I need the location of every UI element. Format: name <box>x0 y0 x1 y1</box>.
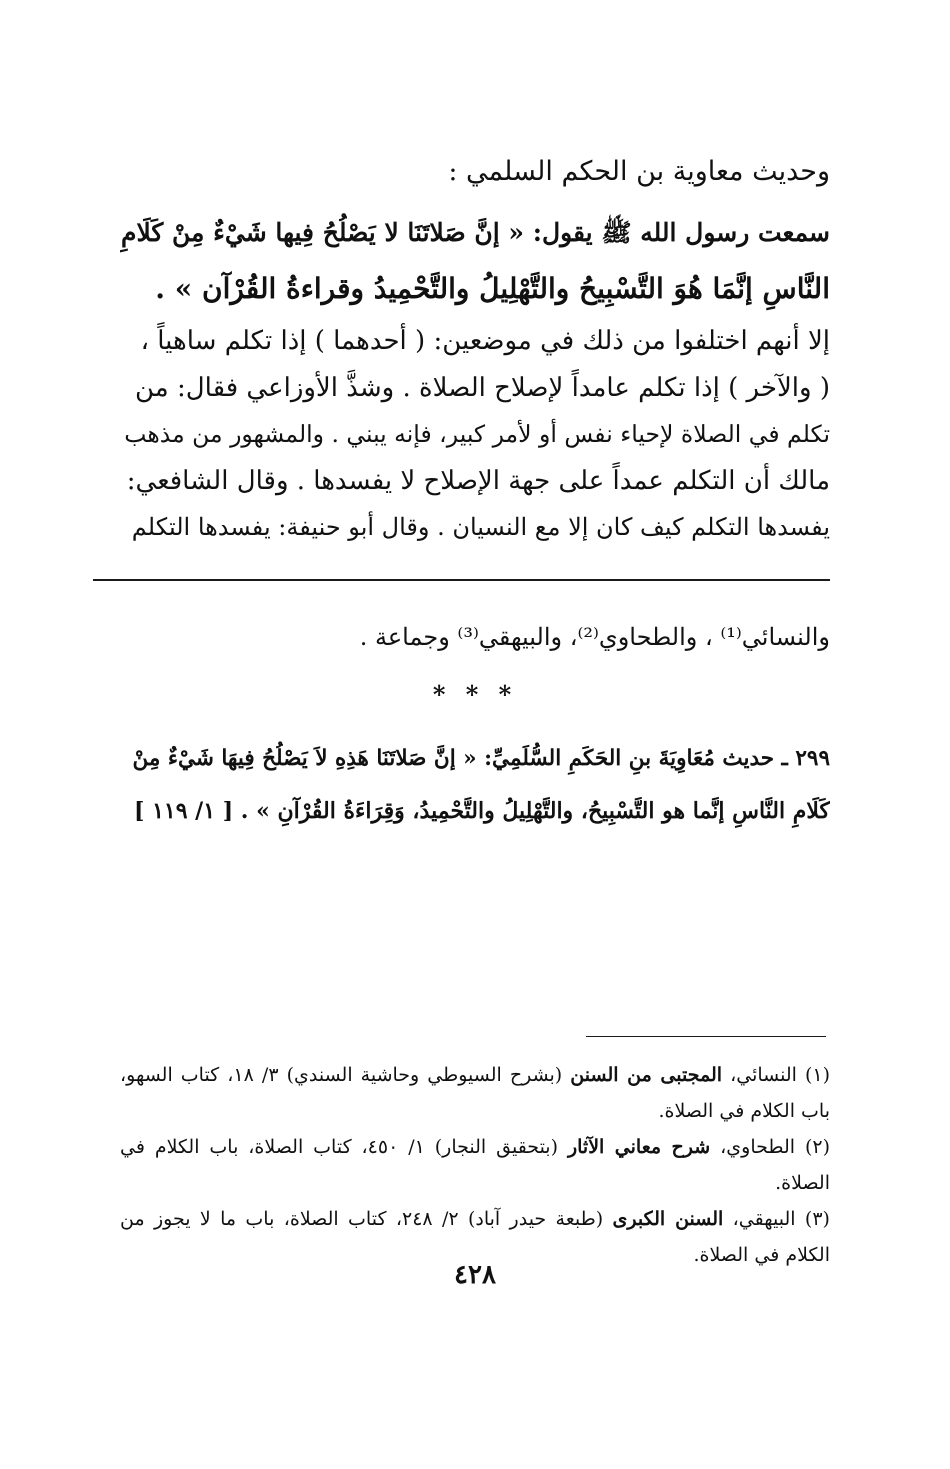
takhrij-line <box>120 615 830 659</box>
commentary-paragraph <box>120 318 830 551</box>
hadith-299-line-2: كَلَامِ النَّاسِ إنَّما هو التَّسْبِيحُ، والتَّهْلِيلُ والتَّحْمِيدُ، وَقِرَاءَةُ القُرْآنِ » . [ ١/ ١١٩ ] <box>133 798 830 824</box>
footnote-author: النسائي، <box>730 1064 797 1086</box>
page-number: ٤٢٨ <box>454 1260 496 1290</box>
paragraph-line-2: ( والآخر ) إذا تكلم عامداً لإصلاح الصلاة . وشذَّ الأوزاعي فقال: من <box>135 372 830 403</box>
footnote-reference: (طبعة حيدر آباد) ٢/ ٢٤٨، كتاب الصلاة، باب ما لا يجوز من الكلام في الصلاة. <box>120 1208 830 1266</box>
footnote-book-title: شرح معاني الآثار <box>567 1136 711 1158</box>
footnote-divider <box>586 1036 826 1037</box>
footnote-marker: (٢) <box>804 1136 831 1158</box>
takhrij-text: والنسائي⁽¹⁾ ، والطحاوي⁽²⁾، والبيهقي⁽³⁾ وجماعة . <box>359 623 830 651</box>
footnote-marker: (٣) <box>804 1208 830 1230</box>
footnote-author: البيهقي، <box>732 1208 796 1230</box>
intro-line <box>120 148 830 196</box>
hadith-299-line-1: ٢٩٩ ـ حديث مُعَاوِيَةَ بنِ الحَكَمِ السُّلَمِيِّ: « إنَّ صَلاتَنَا هَذِهِ لاَ يَصْلُحُ فِيهَا شَيْءٌ مِنْ <box>132 746 830 771</box>
footnote-1 <box>120 1057 830 1129</box>
footnote-book-title: المجتبى من السنن <box>570 1064 723 1086</box>
footnotes <box>120 1057 830 1273</box>
hadith-quote <box>120 205 830 317</box>
paragraph-line-5: يفسدها التكلم كيف كان إلا مع النسيان . وقال أبو حنيفة: يفسدها التكلم <box>131 513 830 541</box>
footnote-reference: (بشرح السيوطي وحاشية السندي) ٣/ ١٨، كتاب السهو، باب الكلام في الصلاة. <box>120 1064 830 1122</box>
footnote-2 <box>120 1129 830 1201</box>
hadith-line-1: سمعت رسول الله ﷺ يقول: « إنَّ صَلاتَنَا لا يَصْلُحُ فِيها شَيْءٌ مِنْ كَلَامِ <box>120 218 830 247</box>
footnote-marker: (١) <box>804 1064 831 1086</box>
footnote-reference: (بتحقيق النجار) ١/ ٤٥٠، كتاب الصلاة، باب الكلام في الصلاة. <box>120 1136 830 1194</box>
intro-text: وحديث معاوية بن الحكم السلمي : <box>448 156 830 187</box>
hadith-299 <box>120 733 830 837</box>
paragraph-line-1: إلا أنهم اختلفوا من ذلك في موضعين: ( أحدهما ) إذا تكلم ساهياً ، <box>140 326 830 356</box>
paragraph-line-4: مالك أن التكلم عمداً على جهة الإصلاح لا يفسدها . وقال الشافعي: <box>126 465 830 496</box>
footnote-author: الطحاوي، <box>720 1136 796 1158</box>
paragraph-line-3: تكلم في الصلاة لإحياء نفس أو لأمر كبير، فإنه يبني . والمشهور من مذهب <box>124 420 830 448</box>
hadith-line-2: النَّاسِ إنَّمَا هُوَ التَّسْبِيحُ والتَّهْلِيلُ والتَّحْمِيدُ وقراءةُ القُرْآن » . <box>155 272 830 305</box>
section-divider <box>93 579 830 581</box>
footnote-book-title: السنن الكبرى <box>612 1208 724 1230</box>
separator-stars: * * * <box>432 680 518 709</box>
